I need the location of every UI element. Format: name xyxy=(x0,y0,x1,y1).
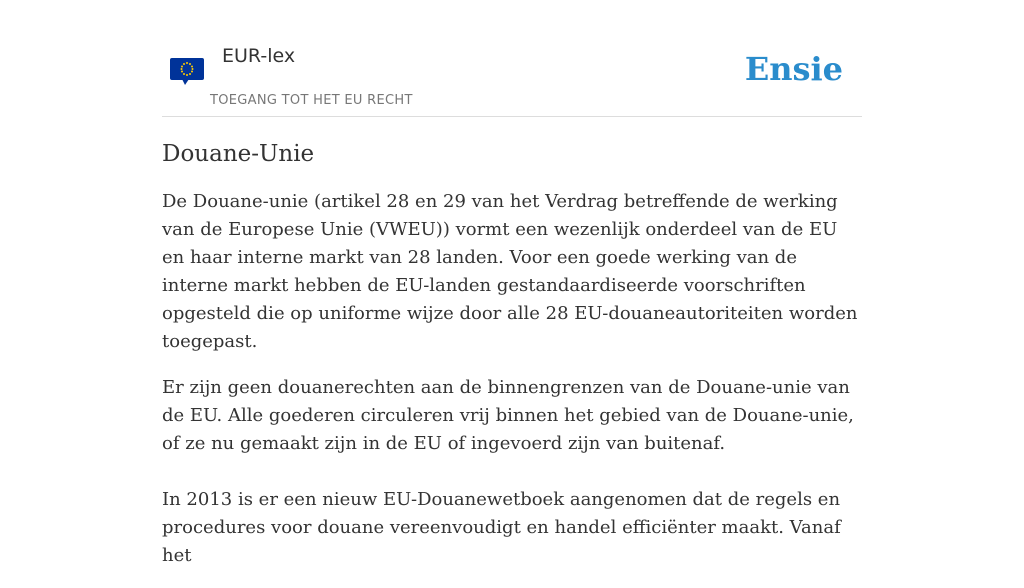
article-title: Douane-Unie xyxy=(162,141,315,167)
eu-flag-chat-icon[interactable] xyxy=(170,56,204,88)
article-paragraph: In 2013 is er een nieuw EU-Douanewetboek aangenomen dat de regels en procedures voor douane vereenvoudigt en handel efficiënter maakt. Vanaf het xyxy=(162,489,841,566)
site-name[interactable]: EUR-lex xyxy=(222,45,296,67)
article xyxy=(162,138,862,588)
article-paragraph: De Douane-unie (artikel 28 en 29 van het Verdrag betreffende de werking van de Europese Unie (VWEU)) vormt een wezenlijk onderdeel van de EU en haar interne markt van 28 landen. Voor een goede werking van de interne markt hebben de EU-landen gestandaardiseerde voorschriften opgesteld die op uniforme wijze door alle 28 EU-douaneautoriteiten worden toegepast. xyxy=(162,191,858,352)
article-paragraph: Er zijn geen douanerechten aan de binnengrenzen van de Douane-unie van de EU. Alle goederen circuleren vrij binnen het gebied van de Douane-unie, of ze nu gemaakt zijn in de EU of ingevoerd zijn van buitenaf. xyxy=(162,377,854,454)
brand-logo[interactable]: Ensie xyxy=(744,50,843,88)
site-tagline: TOEGANG TOT HET EU RECHT xyxy=(210,93,413,108)
site-header xyxy=(162,0,862,117)
